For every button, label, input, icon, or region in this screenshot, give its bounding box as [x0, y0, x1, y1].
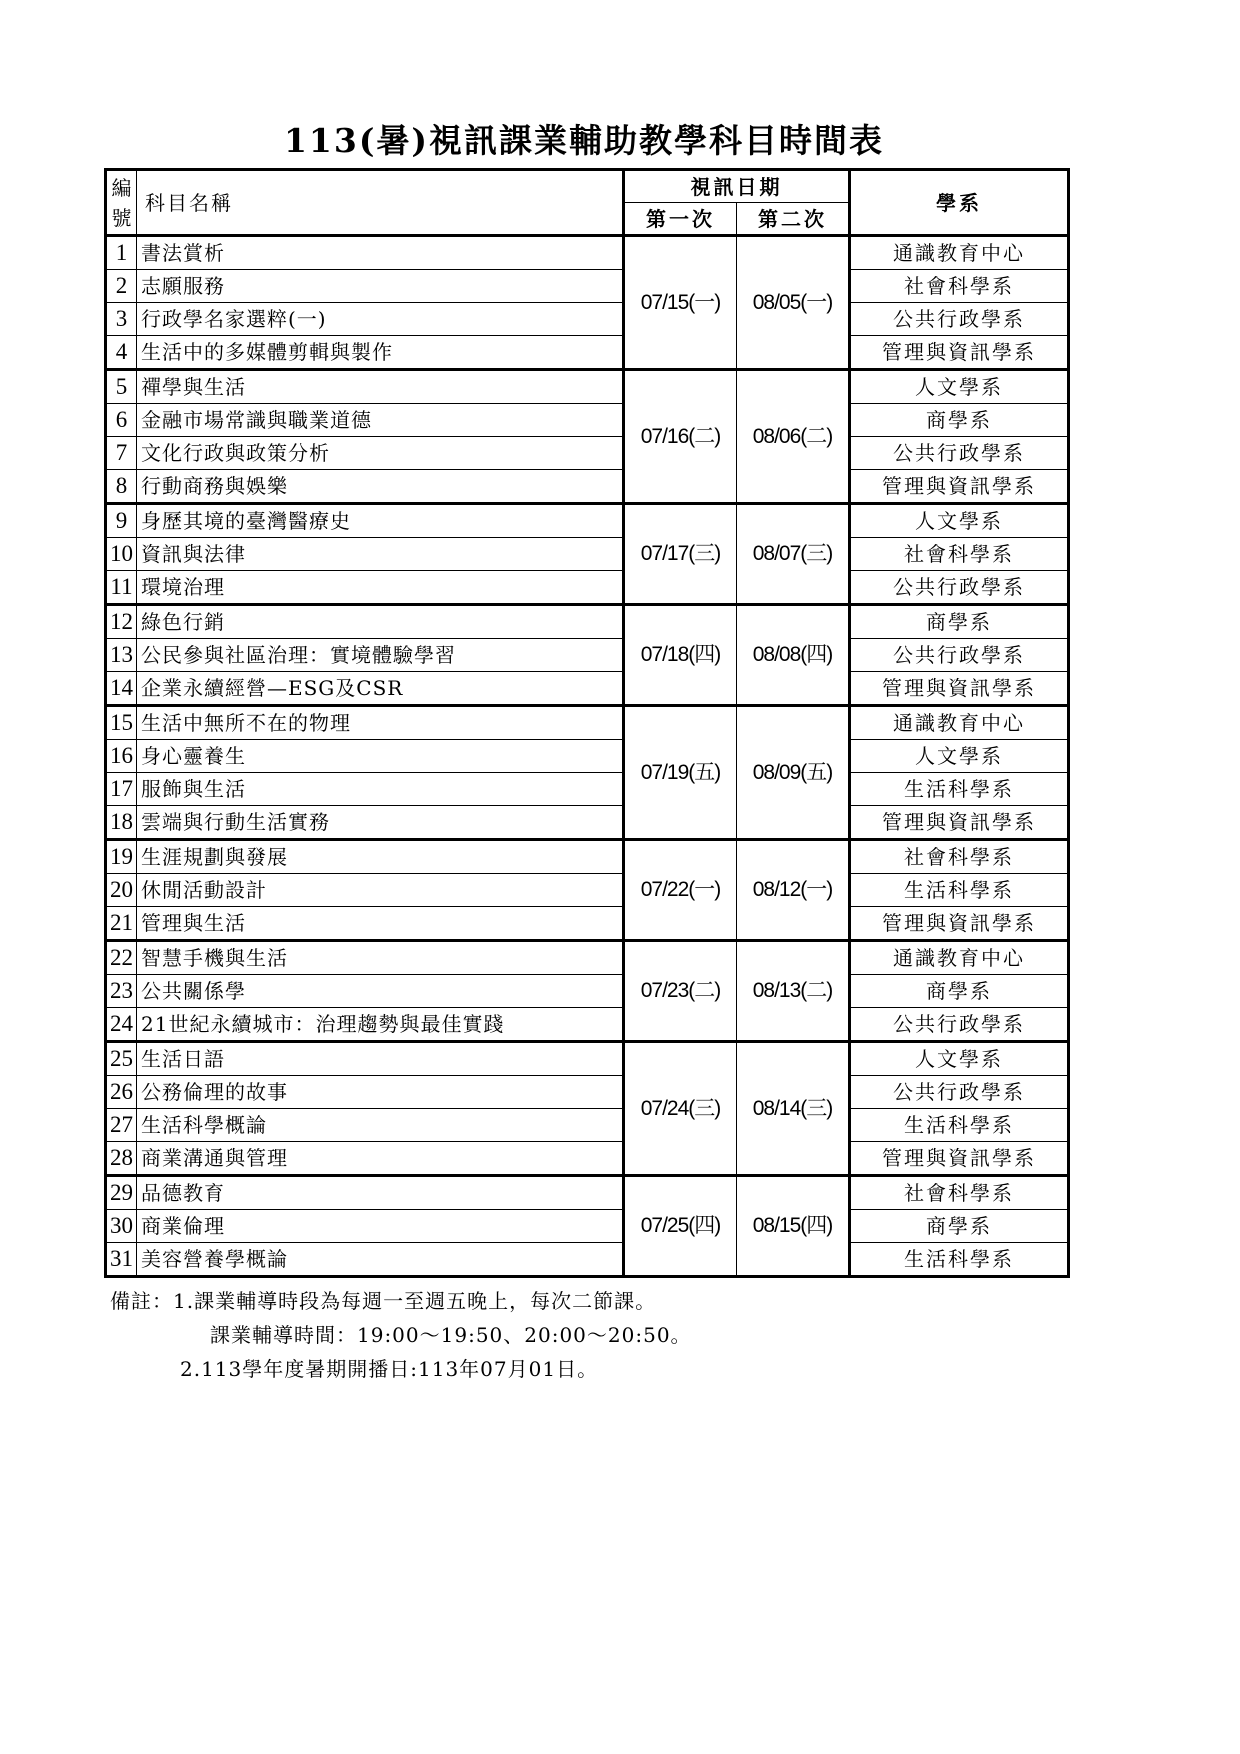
department: 管理與資訊學系 — [850, 1142, 1069, 1176]
course-name: 公共關係學 — [137, 975, 624, 1008]
course-name: 管理與生活 — [137, 907, 624, 941]
course-name: 生活科學概論 — [137, 1109, 624, 1142]
header-subject: 科目名稱 — [137, 170, 624, 236]
department: 生活科學系 — [850, 874, 1069, 907]
first-session-date: 07/24(三) — [624, 1042, 737, 1176]
course-name: 生涯規劃與發展 — [137, 840, 624, 874]
course-name: 身心靈養生 — [137, 740, 624, 773]
department: 公共行政學系 — [850, 1076, 1069, 1109]
table-row — [106, 1109, 1069, 1142]
department: 人文學系 — [850, 504, 1069, 538]
department: 社會科學系 — [850, 538, 1069, 571]
second-session-date: 08/09(五) — [737, 706, 850, 840]
department: 管理與資訊學系 — [850, 336, 1069, 370]
course-name: 禪學與生活 — [137, 370, 624, 404]
table-row — [106, 975, 1069, 1008]
table-row — [106, 806, 1069, 840]
table-row — [106, 1176, 1069, 1210]
header-row — [106, 170, 1069, 203]
department: 管理與資訊學系 — [850, 907, 1069, 941]
department: 人文學系 — [850, 1042, 1069, 1076]
course-name: 服飾與生活 — [137, 773, 624, 806]
course-number: 3 — [106, 303, 137, 336]
table-row — [106, 470, 1069, 504]
course-number: 10 — [106, 538, 137, 571]
note-line-2: 課業輔導時間：19:00～19:50、20:00～20:50。 — [210, 1323, 692, 1347]
course-number: 19 — [106, 840, 137, 874]
department: 人文學系 — [850, 740, 1069, 773]
course-number: 21 — [106, 907, 137, 941]
department: 生活科學系 — [850, 1109, 1069, 1142]
course-name: 文化行政與政策分析 — [137, 437, 624, 470]
course-name: 生活中無所不在的物理 — [137, 706, 624, 740]
table-row — [106, 639, 1069, 672]
first-session-date: 07/23(二) — [624, 941, 737, 1042]
table-row — [106, 1142, 1069, 1176]
header-video-dates: 視訊日期 — [624, 170, 850, 203]
table-row — [106, 336, 1069, 370]
course-number: 30 — [106, 1210, 137, 1243]
course-number: 11 — [106, 571, 137, 605]
course-name: 身歷其境的臺灣醫療史 — [137, 504, 624, 538]
header-number-line1: 編 — [111, 175, 132, 200]
header-number — [106, 170, 137, 236]
table-row — [106, 840, 1069, 874]
course-name: 行動商務與娛樂 — [137, 470, 624, 504]
schedule-table — [104, 168, 1070, 1278]
course-number: 13 — [106, 639, 137, 672]
course-number: 15 — [106, 706, 137, 740]
course-name: 資訊與法律 — [137, 538, 624, 571]
department: 商學系 — [850, 404, 1069, 437]
course-number: 16 — [106, 740, 137, 773]
second-session-date: 08/06(二) — [737, 370, 850, 504]
table-row — [106, 370, 1069, 404]
table-row — [106, 1008, 1069, 1042]
first-session-date: 07/17(三) — [624, 504, 737, 605]
department: 生活科學系 — [850, 1243, 1069, 1277]
second-session-date: 08/07(三) — [737, 504, 850, 605]
table-row — [106, 303, 1069, 336]
course-name: 雲端與行動生活實務 — [137, 806, 624, 840]
course-number: 29 — [106, 1176, 137, 1210]
course-number: 23 — [106, 975, 137, 1008]
course-name: 生活日語 — [137, 1042, 624, 1076]
course-number: 5 — [106, 370, 137, 404]
schedule-body — [106, 236, 1069, 1277]
course-name: 行政學名家選粹(一) — [137, 303, 624, 336]
department: 公共行政學系 — [850, 303, 1069, 336]
course-name: 環境治理 — [137, 571, 624, 605]
course-number: 27 — [106, 1109, 137, 1142]
course-number: 14 — [106, 672, 137, 706]
department: 社會科學系 — [850, 1176, 1069, 1210]
table-row — [106, 740, 1069, 773]
course-name: 休閒活動設計 — [137, 874, 624, 907]
table-row — [106, 571, 1069, 605]
table-row — [106, 538, 1069, 571]
second-session-date: 08/08(四) — [737, 605, 850, 706]
course-number: 4 — [106, 336, 137, 370]
course-number: 22 — [106, 941, 137, 975]
course-name: 美容營養學概論 — [137, 1243, 624, 1277]
table-row — [106, 706, 1069, 740]
course-number: 26 — [106, 1076, 137, 1109]
course-number: 25 — [106, 1042, 137, 1076]
table-row — [106, 907, 1069, 941]
department: 公共行政學系 — [850, 571, 1069, 605]
department: 通識教育中心 — [850, 236, 1069, 270]
second-session-date: 08/05(一) — [737, 236, 850, 370]
second-session-date: 08/14(三) — [737, 1042, 850, 1176]
department: 公共行政學系 — [850, 1008, 1069, 1042]
course-number: 31 — [106, 1243, 137, 1277]
department: 通識教育中心 — [850, 706, 1069, 740]
course-name: 綠色行銷 — [137, 605, 624, 639]
course-name: 生活中的多媒體剪輯與製作 — [137, 336, 624, 370]
header-number-line2: 號 — [111, 205, 132, 230]
department: 管理與資訊學系 — [850, 470, 1069, 504]
table-row — [106, 504, 1069, 538]
table-row — [106, 404, 1069, 437]
table-row — [106, 941, 1069, 975]
department: 商學系 — [850, 975, 1069, 1008]
department: 商學系 — [850, 605, 1069, 639]
course-name: 書法賞析 — [137, 236, 624, 270]
first-session-date: 07/18(四) — [624, 605, 737, 706]
department: 社會科學系 — [850, 840, 1069, 874]
header-second-session: 第二次 — [737, 203, 850, 236]
note-line-3: 2.113學年度暑期開播日:113年07月01日。 — [180, 1357, 599, 1381]
course-name: 志願服務 — [137, 270, 624, 303]
department: 公共行政學系 — [850, 639, 1069, 672]
course-number: 12 — [106, 605, 137, 639]
table-row — [106, 874, 1069, 907]
course-number: 18 — [106, 806, 137, 840]
department: 管理與資訊學系 — [850, 672, 1069, 706]
course-name: 智慧手機與生活 — [137, 941, 624, 975]
course-number: 2 — [106, 270, 137, 303]
first-session-date: 07/15(一) — [624, 236, 737, 370]
table-row — [106, 605, 1069, 639]
first-session-date: 07/16(二) — [624, 370, 737, 504]
table-row — [106, 1076, 1069, 1109]
second-session-date: 08/13(二) — [737, 941, 850, 1042]
table-row — [106, 1243, 1069, 1277]
course-number: 7 — [106, 437, 137, 470]
course-name: 商業倫理 — [137, 1210, 624, 1243]
header-department: 學系 — [850, 170, 1069, 236]
table-row — [106, 1042, 1069, 1076]
course-number: 28 — [106, 1142, 137, 1176]
second-session-date: 08/15(四) — [737, 1176, 850, 1277]
course-name: 品德教育 — [137, 1176, 624, 1210]
department: 生活科學系 — [850, 773, 1069, 806]
department: 人文學系 — [850, 370, 1069, 404]
department: 管理與資訊學系 — [850, 806, 1069, 840]
note-line-1: 備註：1.課業輔導時段為每週一至週五晚上，每次二節課。 — [110, 1289, 657, 1313]
course-name: 商業溝通與管理 — [137, 1142, 624, 1176]
table-row — [106, 773, 1069, 806]
course-name: 金融市場常識與職業道德 — [137, 404, 624, 437]
course-number: 24 — [106, 1008, 137, 1042]
table-row — [106, 437, 1069, 470]
course-number: 6 — [106, 404, 137, 437]
course-number: 1 — [106, 236, 137, 270]
department: 商學系 — [850, 1210, 1069, 1243]
table-row — [106, 672, 1069, 706]
course-name: 企業永續經營—ESG及CSR — [137, 672, 624, 706]
header-first-session: 第一次 — [624, 203, 737, 236]
second-session-date: 08/12(一) — [737, 840, 850, 941]
course-number: 20 — [106, 874, 137, 907]
course-number: 9 — [106, 504, 137, 538]
department: 通識教育中心 — [850, 941, 1069, 975]
table-row — [106, 236, 1069, 270]
course-number: 8 — [106, 470, 137, 504]
department: 社會科學系 — [850, 270, 1069, 303]
course-name: 21世紀永續城市：治理趨勢與最佳實踐 — [137, 1008, 624, 1042]
page-title: 113(暑)視訊課業輔助教學科目時間表 — [283, 121, 885, 160]
first-session-date: 07/22(一) — [624, 840, 737, 941]
table-row — [106, 270, 1069, 303]
course-number: 17 — [106, 773, 137, 806]
course-name: 公務倫理的故事 — [137, 1076, 624, 1109]
first-session-date: 07/25(四) — [624, 1176, 737, 1277]
notes-section — [110, 1284, 692, 1386]
course-name: 公民參與社區治理：實境體驗學習 — [137, 639, 624, 672]
table-row — [106, 1210, 1069, 1243]
first-session-date: 07/19(五) — [624, 706, 737, 840]
department: 公共行政學系 — [850, 437, 1069, 470]
